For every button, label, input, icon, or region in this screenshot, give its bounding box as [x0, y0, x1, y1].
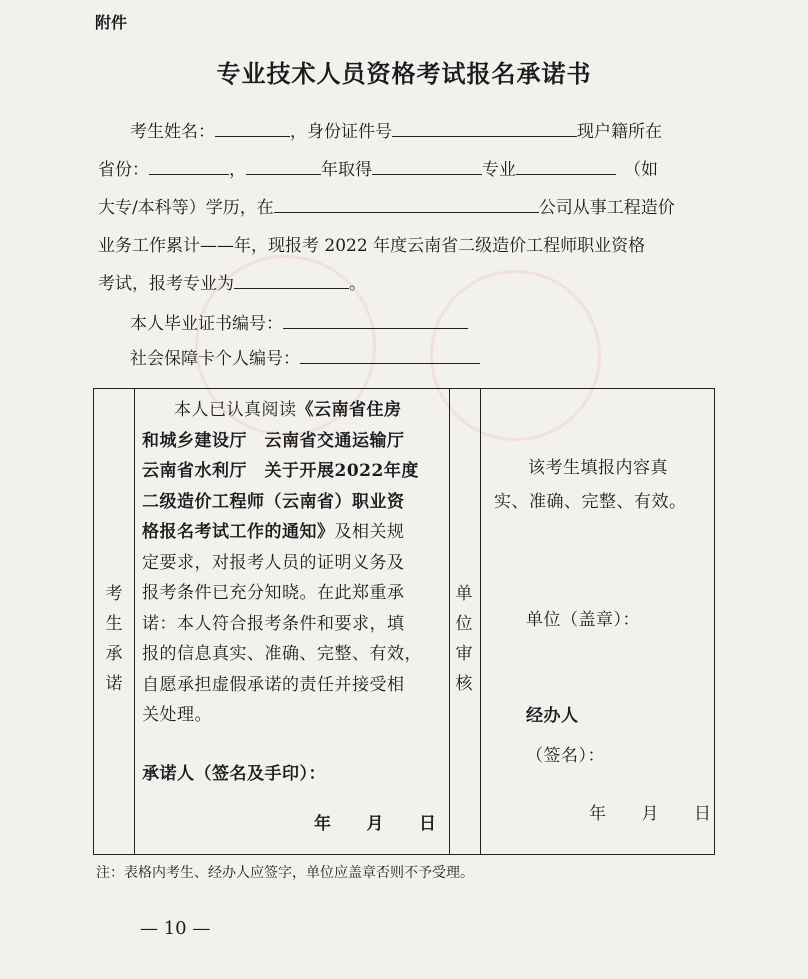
major-label: 专业 — [482, 160, 516, 180]
paren-open: （如 — [624, 160, 658, 180]
certificate-label: 本人毕业证书编号： — [130, 314, 283, 334]
handler-label: 经办人 — [526, 706, 579, 726]
candidate-header-char: 诺 — [105, 674, 123, 694]
signer-date: 年 月 日 — [314, 814, 437, 834]
promise-line: 定要求，对报考人员的证明义务及 — [142, 552, 405, 573]
id-number-blank[interactable] — [392, 118, 577, 137]
promise-line — [142, 395, 447, 426]
company-label: 公司从事工程造价 — [538, 198, 675, 218]
certificate-blank[interactable] — [283, 310, 468, 329]
page-number: — 10 — — [140, 918, 211, 939]
unit-statement — [494, 451, 709, 519]
promise-suffix: 及相关规 — [334, 522, 405, 542]
province-prefix: 省份： — [98, 160, 149, 180]
promise-line: 关处理。 — [142, 705, 212, 725]
unit-header-char: 位 — [455, 614, 473, 634]
year-label: 年取得 — [321, 160, 372, 180]
work-years-text: 业务工作累计——年，现报考 2022 年度云南省二级造价工程师职业资格 — [98, 236, 646, 256]
candidate-promise-header — [104, 579, 124, 699]
period: 。 — [349, 274, 366, 294]
handler-sign-label: （签名）： — [526, 746, 605, 766]
candidate-header-char: 生 — [105, 614, 123, 634]
candidate-header-char: 承 — [105, 644, 123, 664]
form-line-1 — [130, 118, 720, 146]
form-line-3 — [98, 194, 718, 222]
education-text: 大专/本科等）学历，在 — [98, 198, 274, 218]
unit-seal-label: 单位（盖章）： — [526, 610, 640, 630]
unit-review-header — [454, 579, 474, 699]
comma: ， — [229, 160, 246, 180]
province-label: 现户籍所在 — [577, 122, 662, 142]
unit-statement-line: 实、准确、完整、有效。 — [494, 492, 687, 512]
form-line-5 — [98, 270, 718, 298]
unit-date: 年 月 日 — [589, 804, 712, 824]
annex-label: 附件 — [95, 13, 128, 32]
province-blank[interactable] — [149, 156, 229, 175]
social-security-line — [130, 345, 750, 373]
promise-line: 报的信息真实、准确、完整、有效， — [142, 644, 422, 664]
notice-title-part: 和城乡建设厅 云南省交通运输厅 — [142, 430, 405, 451]
col-divider-2 — [449, 389, 450, 854]
degree-blank[interactable] — [516, 156, 616, 175]
col-divider-1 — [134, 389, 135, 854]
notice-title-part: 《云南省住房 — [296, 400, 402, 420]
notice-title-part: 云南省水利厅 关于开展2022年度 — [142, 461, 419, 481]
name-label: 考生姓名： — [130, 122, 215, 142]
company-blank[interactable] — [274, 194, 539, 213]
commitment-table — [93, 388, 715, 855]
certificate-line — [130, 310, 750, 338]
candidate-header-char: 考 — [105, 584, 123, 604]
name-blank[interactable] — [215, 118, 290, 137]
unit-header-char: 核 — [455, 674, 473, 694]
promise-line: 自愿承担虚假承诺的责任并接受相 — [142, 674, 405, 695]
unit-header-char: 单 — [455, 584, 473, 604]
document-title: 专业技术人员资格考试报名承诺书 — [216, 60, 592, 88]
promise-text — [142, 395, 447, 731]
social-security-blank[interactable] — [300, 345, 480, 364]
id-label: ，身份证件号 — [290, 122, 392, 142]
unit-header-char: 审 — [455, 644, 473, 664]
unit-statement-line: 该考生填报内容真 — [528, 458, 668, 478]
exam-major-text: 考试，报考专业为 — [98, 274, 234, 294]
promise-intro: 本人已认真阅读 — [174, 400, 297, 420]
promise-line — [142, 517, 447, 548]
exam-major-blank[interactable] — [234, 270, 349, 289]
col-divider-3 — [480, 389, 481, 854]
notice-title-part: 格报名考试工作的通知》 — [142, 522, 335, 542]
promise-line: 诺：本人符合报考条件和要求，填 — [142, 613, 405, 634]
year-blank[interactable] — [246, 156, 321, 175]
signer-label: 承诺人（签名及手印）： — [142, 764, 326, 784]
footnote: 注：表格内考生、经办人应签字，单位应盖章否则不予受理。 — [96, 865, 474, 881]
major-blank[interactable] — [372, 156, 482, 175]
social-security-label: 社会保障卡个人编号： — [130, 349, 300, 369]
form-line-4 — [98, 232, 718, 260]
form-line-2 — [98, 156, 718, 184]
promise-line: 报考条件已充分知晓。在此郑重承 — [142, 583, 405, 603]
notice-title-part: 二级造价工程师（云南省）职业资 — [142, 491, 405, 512]
